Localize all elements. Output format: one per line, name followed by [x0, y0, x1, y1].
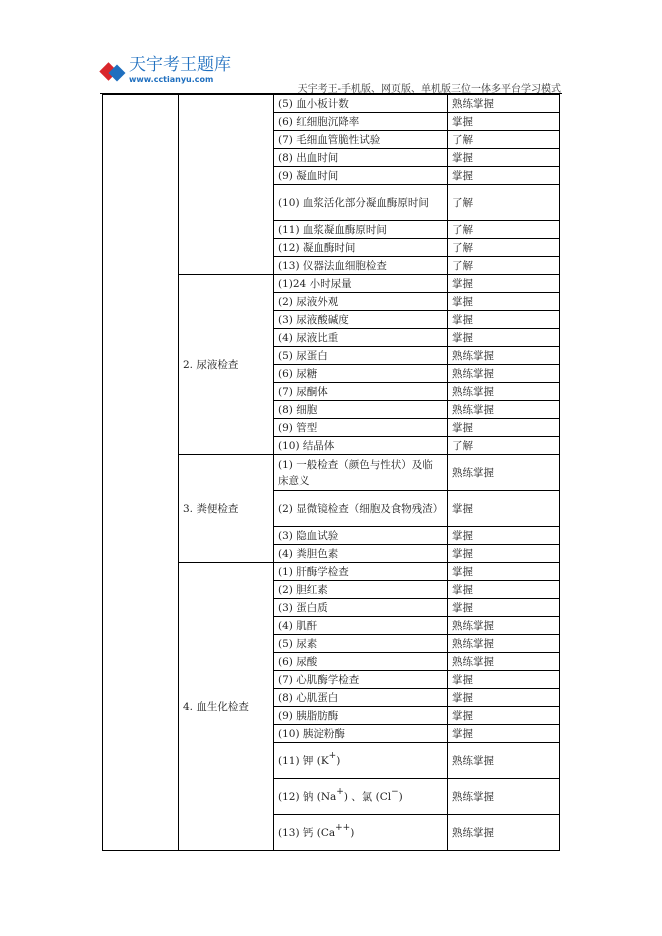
item-text: (9) 管型: [278, 421, 318, 434]
item-name: [274, 707, 448, 725]
item-text: (10) 胰淀粉酶: [278, 727, 345, 740]
requirement-level: 熟练掌握: [448, 347, 560, 365]
requirement-level: 掌握: [448, 599, 560, 617]
requirement-level: 掌握: [448, 329, 560, 347]
item-name: [274, 563, 448, 581]
item-name: [274, 491, 448, 527]
item-text: (7) 毛细血管脆性试验: [278, 133, 381, 146]
item-text: (1) 一般检查（颜色与性状）及临床意义: [278, 458, 433, 487]
item-text: (11) 血浆凝血酶原时间: [278, 223, 387, 236]
ion-cl-sup: −: [391, 786, 399, 797]
section-name: [179, 95, 274, 275]
item-name: [274, 257, 448, 275]
requirement-level: 掌握: [448, 707, 560, 725]
item-name: [274, 185, 448, 221]
item-name: [274, 383, 448, 401]
item-name: [274, 455, 448, 491]
requirement-level: 熟练掌握: [448, 365, 560, 383]
requirement-level: 掌握: [448, 113, 560, 131]
item-text: (5) 血小板计数: [278, 97, 349, 110]
item-text: (8) 出血时间: [278, 151, 339, 164]
item-name: [274, 167, 448, 185]
item-name: [274, 275, 448, 293]
requirement-level: 熟练掌握: [448, 455, 560, 491]
item-text: (6) 红细胞沉降率: [278, 115, 360, 128]
item-text: (1)24 小时尿量: [278, 277, 352, 290]
item-text: (13) 仪器法血细胞检查: [278, 259, 387, 272]
requirement-level: 掌握: [448, 581, 560, 599]
item-text: (12) 钠 (Na: [278, 790, 337, 803]
requirement-level: 熟练掌握: [448, 95, 560, 113]
ion-cl-end: ): [398, 790, 403, 803]
item-text: (1) 肝酶学检查: [278, 565, 349, 578]
item-name: [274, 653, 448, 671]
item-name: [274, 743, 448, 779]
requirement-level: 熟练掌握: [448, 401, 560, 419]
item-text: (2) 尿液外观: [278, 295, 339, 308]
item-text: (4) 粪胆色素: [278, 547, 339, 560]
item-name: [274, 527, 448, 545]
item-name: [274, 239, 448, 257]
item-name: [274, 725, 448, 743]
requirement-level: 熟练掌握: [448, 815, 560, 851]
requirement-level: 了解: [448, 221, 560, 239]
item-text: (8) 心肌蛋白: [278, 691, 339, 704]
item-text: (4) 肌酐: [278, 619, 318, 632]
requirement-level: 掌握: [448, 725, 560, 743]
ion-na-sup: +: [336, 786, 344, 797]
item-name: [274, 581, 448, 599]
requirement-level: 了解: [448, 437, 560, 455]
item-name: [274, 419, 448, 437]
ion-na-mid: ) 、氯 (Cl: [343, 790, 392, 803]
requirement-level: 掌握: [448, 527, 560, 545]
category-cell: [103, 95, 179, 851]
item-text: (7) 尿酮体: [278, 385, 328, 398]
requirement-level: 了解: [448, 131, 560, 149]
ion-k-end: ): [336, 754, 341, 767]
requirement-level: 了解: [448, 257, 560, 275]
item-name: [274, 221, 448, 239]
table-row: [103, 95, 560, 113]
item-name: [274, 437, 448, 455]
item-text: (3) 蛋白质: [278, 601, 328, 614]
requirement-level: 掌握: [448, 563, 560, 581]
item-text: (6) 尿糖: [278, 367, 318, 380]
ion-ca-end: ): [350, 826, 355, 839]
item-name: [274, 635, 448, 653]
syllabus-table: [102, 94, 560, 851]
requirement-level: 掌握: [448, 149, 560, 167]
item-name: [274, 815, 448, 851]
requirement-level: 掌握: [448, 671, 560, 689]
item-text: (7) 心肌酶学检查: [278, 673, 360, 686]
item-name: [274, 545, 448, 563]
item-text: (8) 细胞: [278, 403, 318, 416]
requirement-level: 掌握: [448, 689, 560, 707]
requirement-level: 掌握: [448, 545, 560, 563]
item-text: (3) 尿液酸碱度: [278, 313, 349, 326]
item-text: (10) 结晶体: [278, 439, 335, 452]
requirement-level: 掌握: [448, 167, 560, 185]
section-name: 4. 血生化检查: [179, 563, 274, 851]
requirement-level: 熟练掌握: [448, 617, 560, 635]
item-name: [274, 329, 448, 347]
item-name: [274, 599, 448, 617]
logo-icon: [100, 57, 126, 83]
item-text: (5) 尿蛋白: [278, 349, 328, 362]
requirement-level: 熟练掌握: [448, 743, 560, 779]
item-name: [274, 95, 448, 113]
item-name: [274, 671, 448, 689]
section-name: 3. 粪便检查: [179, 455, 274, 563]
item-text: (4) 尿液比重: [278, 331, 339, 344]
item-name: [274, 401, 448, 419]
item-name: [274, 617, 448, 635]
item-text: (2) 显微镜检查（细胞及食物残渣）: [278, 502, 444, 515]
logo-url: www.cctianyu.com: [129, 75, 214, 84]
item-name: [274, 689, 448, 707]
requirement-level: 熟练掌握: [448, 383, 560, 401]
requirement-level: 掌握: [448, 419, 560, 437]
requirement-level: 熟练掌握: [448, 635, 560, 653]
item-name: [274, 149, 448, 167]
logo: [100, 56, 231, 84]
section-name: 2. 尿液检查: [179, 275, 274, 455]
logo-name: 天宇考王题库: [129, 55, 231, 75]
requirement-level: 了解: [448, 239, 560, 257]
item-text: (5) 尿素: [278, 637, 318, 650]
item-name: [274, 113, 448, 131]
requirement-level: 掌握: [448, 311, 560, 329]
item-text: (9) 胰脂肪酶: [278, 709, 339, 722]
item-name: [274, 311, 448, 329]
ion-ca-sup: ++: [335, 822, 351, 833]
requirement-level: 熟练掌握: [448, 653, 560, 671]
item-text: (11) 钾 (K: [278, 754, 329, 767]
item-text: (2) 胆红素: [278, 583, 328, 596]
requirement-level: 了解: [448, 185, 560, 221]
item-name: [274, 347, 448, 365]
item-text: (10) 血浆活化部分凝血酶原时间: [278, 196, 429, 209]
item-name: [274, 779, 448, 815]
ion-k-sup: +: [328, 750, 337, 761]
item-name: [274, 131, 448, 149]
requirement-level: 熟练掌握: [448, 779, 560, 815]
item-text: (12) 凝血酶时间: [278, 241, 356, 254]
requirement-level: 掌握: [448, 293, 560, 311]
requirement-level: 掌握: [448, 491, 560, 527]
header-slogan: 天宇考王-手机版、网页版、单机版三位一体多平台学习模式: [297, 84, 561, 95]
item-text: (3) 隐血试验: [278, 529, 339, 542]
item-text: (13) 钙 (Ca: [278, 826, 336, 839]
item-name: [274, 293, 448, 311]
item-text: (6) 尿酸: [278, 655, 318, 668]
item-name: [274, 365, 448, 383]
item-text: (9) 凝血时间: [278, 169, 339, 182]
requirement-level: 掌握: [448, 275, 560, 293]
